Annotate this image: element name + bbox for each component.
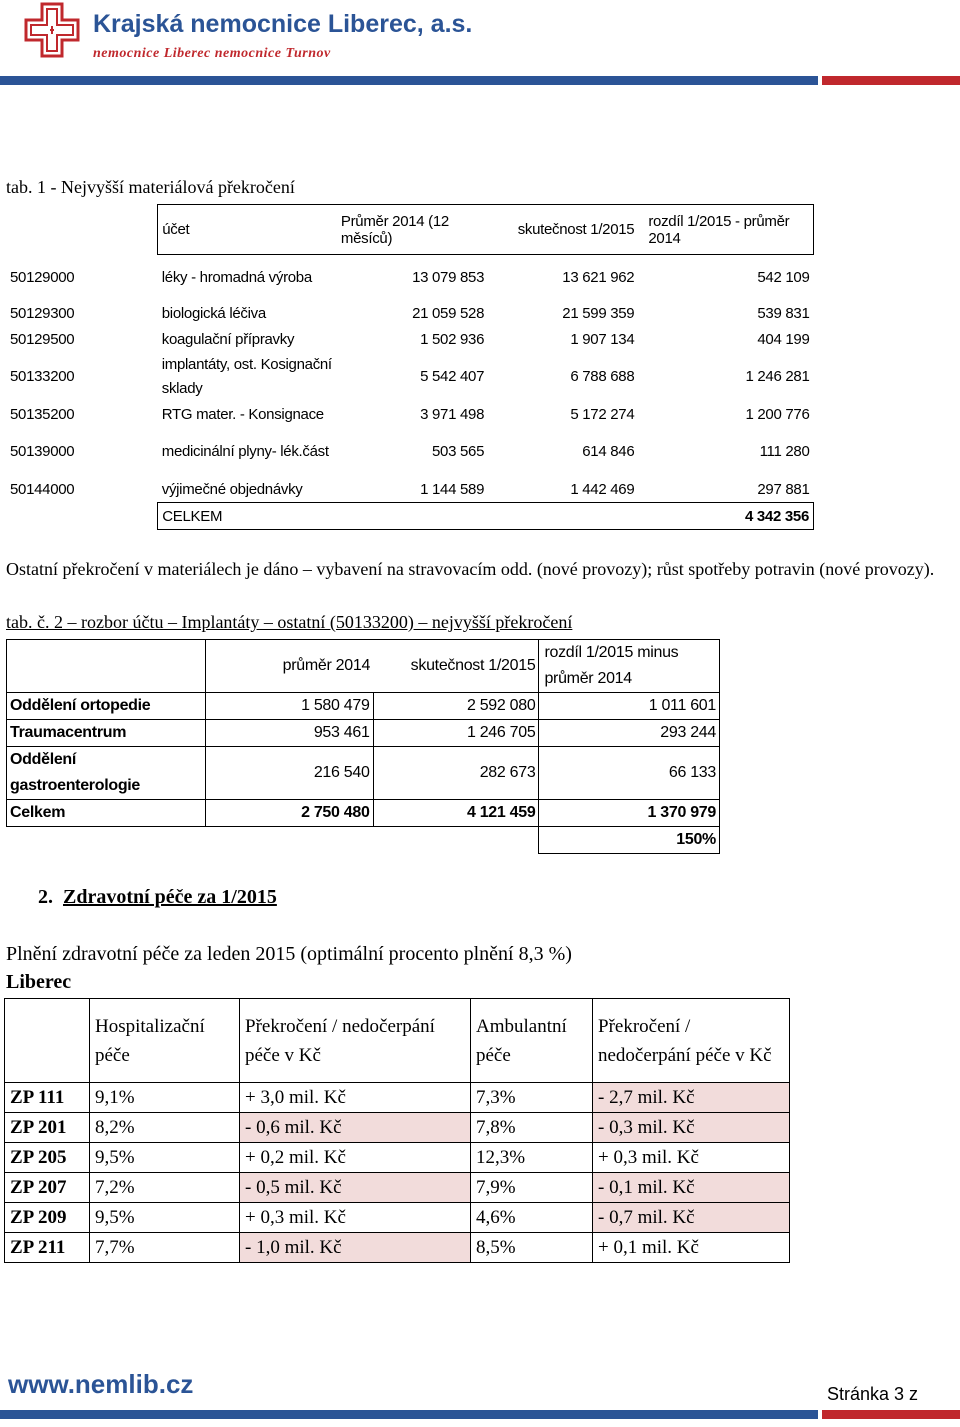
table3-over2: + 0,1 mil. Kč — [593, 1233, 790, 1263]
table1-actual: 1 907 134 — [570, 330, 635, 348]
table1-name: léky - hromadná výroba — [161, 269, 312, 286]
table2-row — [7, 693, 720, 720]
table3-over1: + 3,0 mil. Kč — [240, 1083, 471, 1113]
table1-row — [6, 326, 814, 352]
table1-name: biologická léčiva — [161, 304, 266, 322]
table1-header-avg: Průměr 2014 (12 měsíců) — [337, 205, 488, 255]
table1-diff: 404 199 — [757, 330, 810, 348]
table1-code: 50144000 — [10, 480, 75, 498]
footer-bar-blue — [0, 1410, 818, 1419]
table2-diff: 293 244 — [539, 720, 720, 747]
table2-name: Oddělení gastroenterologie — [7, 747, 206, 800]
table1-code: 50129300 — [10, 304, 75, 322]
table1-diff: 111 280 — [759, 443, 810, 460]
table2-avg: 1 580 479 — [205, 693, 373, 720]
table3-amb: 7,9% — [471, 1173, 593, 1203]
table2-avg: 953 461 — [205, 720, 373, 747]
table1-row — [6, 401, 814, 427]
table1-row — [6, 476, 814, 503]
table2-total-avg: 2 750 480 — [205, 800, 373, 827]
table2-avg: 216 540 — [205, 747, 373, 800]
table2-header-avg: průměr 2014 — [205, 640, 373, 693]
table1-name: medicinální plyny- lék.část — [161, 442, 329, 460]
header-bar-red — [822, 76, 960, 85]
table3-over1: - 0,5 mil. Kč — [240, 1173, 471, 1203]
table1-avg: 3 971 498 — [420, 405, 485, 423]
table1-actual: 21 599 359 — [562, 304, 635, 322]
table1-code: 50129000 — [10, 268, 75, 286]
table1-caption: tab. 1 - Nejvyšší materiálová překročení — [6, 177, 295, 197]
table1 — [6, 204, 814, 530]
table1-diff: 1 200 776 — [745, 405, 810, 423]
table1-actual: 6 788 688 — [570, 368, 635, 385]
table1-total-value: 4 342 356 — [638, 503, 813, 530]
table1-actual: 1 442 469 — [570, 480, 635, 498]
table2-actual: 1 246 705 — [373, 720, 539, 747]
table3-over2: - 0,3 mil. Kč — [593, 1113, 790, 1143]
table1-header-account: účet — [158, 205, 337, 255]
table3-hosp: 8,2% — [90, 1113, 240, 1143]
table2-total-label: Celkem — [7, 800, 206, 827]
table1-diff: 542 109 — [757, 269, 810, 286]
table2-row — [7, 720, 720, 747]
table1-name: RTG mater. - Konsignace — [161, 405, 324, 423]
table3-header-amb: Ambulantní péče — [471, 999, 593, 1083]
table1-row — [6, 255, 814, 301]
table1-header-code — [6, 205, 158, 255]
org-subtitle: nemocnice Liberec nemocnice Turnov — [93, 46, 331, 61]
table1-row — [6, 352, 814, 401]
table3-over2: - 0,7 mil. Kč — [593, 1203, 790, 1233]
table3-row — [5, 1113, 790, 1143]
table1-code: 50133200 — [10, 368, 75, 385]
table2-name: Traumacentrum — [7, 720, 206, 747]
table3-over1: + 0,3 mil. Kč — [240, 1203, 471, 1233]
table3-header-over1: Překročení / nedočerpání péče v Kč — [240, 999, 471, 1083]
table3-amb: 8,5% — [471, 1233, 593, 1263]
table3-hosp: 7,2% — [90, 1173, 240, 1203]
table3-over1: - 0,6 mil. Kč — [240, 1113, 471, 1143]
paragraph-care-fulfillment: Plnění zdravotní péče za leden 2015 (optimální procento plnění 8,3 %) — [6, 943, 572, 965]
section2-number: 2. — [38, 886, 53, 908]
table1-avg: 503 565 — [432, 443, 485, 460]
table3-over2: - 0,1 mil. Kč — [593, 1173, 790, 1203]
table1-actual: 13 621 962 — [562, 269, 635, 286]
table3-zp: ZP 209 — [5, 1203, 90, 1233]
city-label: Liberec — [6, 971, 72, 993]
table1-total-empty — [6, 503, 158, 530]
table3-over2: + 0,3 mil. Kč — [593, 1143, 790, 1173]
table3-over2: - 2,7 mil. Kč — [593, 1083, 790, 1113]
table3 — [4, 998, 790, 1263]
table2-header-diff: rozdíl 1/2015 minus průměr 2014 — [539, 640, 720, 693]
table3-hosp: 9,5% — [90, 1143, 240, 1173]
table3-zp: ZP 111 — [5, 1083, 90, 1113]
table1-code: 50139000 — [10, 443, 75, 460]
section2-title: Zdravotní péče za 1/2015 — [63, 886, 277, 908]
table1-actual: 5 172 274 — [570, 405, 635, 423]
table1-code: 50135200 — [10, 405, 75, 423]
table1-avg: 1 502 936 — [420, 330, 485, 348]
table2-caption: tab. č. 2 – rozbor účtu – Implantáty – ostatní (50133200) – nejvyšší překročení — [6, 612, 573, 632]
table2-total-diff: 1 370 979 — [539, 800, 720, 827]
table1-avg: 1 144 589 — [420, 480, 485, 498]
table2-header-actual: skutečnost 1/2015 — [373, 640, 539, 693]
table3-over1: + 0,2 mil. Kč — [240, 1143, 471, 1173]
table1-name: koagulační přípravky — [161, 330, 295, 348]
table1-actual: 614 846 — [582, 443, 635, 460]
table2-row — [7, 747, 720, 800]
table3-header-over2: Překročení / nedočerpání péče v Kč — [593, 999, 790, 1083]
table3-amb: 4,6% — [471, 1203, 593, 1233]
table3-header-hosp: Hospitalizační péče — [90, 999, 240, 1083]
table1-row — [6, 300, 814, 326]
hospital-cross-logo — [24, 2, 80, 58]
table3-amb: 7,8% — [471, 1113, 593, 1143]
footer-page-number: Stránka 3 z — [827, 1384, 919, 1404]
table2-name: Oddělení ortopedie — [7, 693, 206, 720]
table1-name: výjimečné objednávky — [161, 480, 303, 498]
table2-percent: 150% — [539, 827, 720, 854]
table3-amb: 12,3% — [471, 1143, 593, 1173]
section2-heading — [38, 886, 277, 909]
table2-diff: 66 133 — [539, 747, 720, 800]
table1-diff: 539 831 — [757, 304, 810, 322]
table3-amb: 7,3% — [471, 1083, 593, 1113]
table1-row — [6, 427, 814, 476]
footer-bar-red — [822, 1410, 960, 1419]
table1-diff: 297 881 — [757, 480, 810, 498]
table3-over1: - 1,0 mil. Kč — [240, 1233, 471, 1263]
table3-row — [5, 1173, 790, 1203]
table1-total-label: CELKEM — [158, 503, 337, 530]
table1-header-actual: skutečnost 1/2015 — [488, 205, 638, 255]
table1-avg: 13 079 853 — [412, 269, 485, 286]
table3-hosp: 7,7% — [90, 1233, 240, 1263]
table2-actual: 282 673 — [373, 747, 539, 800]
header-bar-blue — [0, 76, 818, 85]
table3-zp: ZP 207 — [5, 1173, 90, 1203]
table3-zp: ZP 201 — [5, 1113, 90, 1143]
table1-avg: 21 059 528 — [412, 304, 485, 322]
table1-header-diff: rozdíl 1/2015 - průměr 2014 — [638, 205, 813, 255]
table3-row — [5, 1143, 790, 1173]
table1-avg: 5 542 407 — [420, 368, 485, 385]
table3-zp: ZP 211 — [5, 1233, 90, 1263]
table2-total-actual: 4 121 459 — [373, 800, 539, 827]
table3-row — [5, 1203, 790, 1233]
table3-hosp: 9,5% — [90, 1203, 240, 1233]
table1-name: implantáty, ost. Kosignační sklady — [161, 355, 332, 397]
table2 — [6, 639, 720, 854]
table3-hosp: 9,1% — [90, 1083, 240, 1113]
org-name: Krajská nemocnice Liberec, a.s. — [93, 10, 473, 38]
table1-code: 50129500 — [10, 330, 75, 348]
paragraph-other-overruns: Ostatní překročení v materiálech je dáno – vybavení na stravovacím odd. (nové provozy); růst spotřeby potravin (nové provozy). — [6, 559, 935, 579]
table3-row — [5, 1233, 790, 1263]
table2-actual: 2 592 080 — [373, 693, 539, 720]
table3-zp: ZP 205 — [5, 1143, 90, 1173]
table3-row — [5, 1083, 790, 1113]
table1-diff: 1 246 281 — [745, 368, 810, 385]
table2-diff: 1 011 601 — [539, 693, 720, 720]
footer-url[interactable]: www.nemlib.cz — [8, 1369, 194, 1399]
